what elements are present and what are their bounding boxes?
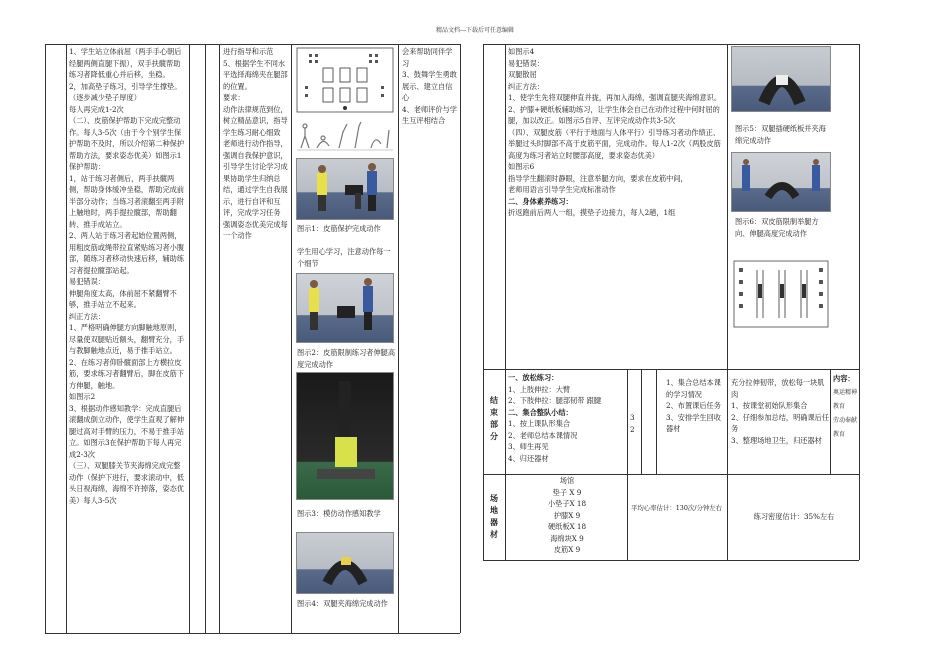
caption-figure-2: 图示2：皮筋限制练习者伸腿高度完成动作 [297,348,396,369]
activity-line: 会来帮助同伴学习 [402,47,453,68]
student-line: 2、仔细参加总结，明确课后任务 [731,412,829,433]
student-line: 充分拉伸韧带，放松每一块肌肉 [731,378,825,399]
content-line: （三）、双腿膝关节夹海绵完成完整动作（保护下进行，要求滚动中，低头日视海绵，海绵不许掉落，姿态优美）每人3-5次 [69,461,185,505]
venue-item: 海绵块X 9 [550,533,584,543]
heart-rate-estimate: 平均心率估计：130次/分钟左右 [631,504,723,512]
content-line: 2、护膝+硬纸板辅助练习，让学生体会自己在动作过程中何时屈的腿，加以改正。如图示5自评、互评完成动作共3-5次 [508,104,720,125]
end-line: 二、集合整队小结： [508,407,573,417]
content-line: 1、严格明确伸腿方向脚触地原则，尽量使双腿贴近额头，翻臂充分，手与教脚触地点近，易于推手站立。 [69,323,185,355]
photo-figure-2 [296,273,394,343]
guidance-line: 动作法律规范到位，树立精品意识，指导学生练习耐心细致 [223,104,288,137]
caption-figure-6: 图示6：双皮筋限制举腿方向、伸腿高度完成动作 [735,217,819,238]
content-line: 2、在练习者仰卧髋面部上方横拉皮筋，要求练习者翻臂后，脚在皮筋下方伸腿，触地。 [69,357,185,390]
activity-line: 4、老师评价与学生互评相结合 [402,104,457,125]
content-note: 劳动奉献教育 [833,417,858,438]
student-line: 1、按课堂初始队形集合 [731,401,808,410]
photo-figure-4 [296,532,394,594]
teaching-content-col [69,46,187,632]
venue-items [508,475,626,559]
end-time [630,412,640,435]
end-line: 2、下肢伸拉：腿部韧带 跟腱 [508,396,602,405]
formation-diagram [295,46,395,114]
content-line: 每人再完成1-2次 [69,104,124,114]
time-value: 2 [630,424,635,434]
guidance-line: 强调姿态优美完成每一个动作 [223,219,288,240]
venue-item: 场馆 [559,476,575,485]
end-line: 1、按上课队形集合 [508,419,571,428]
guidance-line: 老师进行动作指导，强调自我保护意识，引导学生讨论学习成果协助学生归纳总结，通过学生自我展示，进行自评和互评，完成学习任务 [223,139,288,217]
student-line: 3、整理场地卫生，归还器材 [731,435,822,445]
content-line: 双腿散屈 [508,70,537,79]
end-section-content [508,372,626,472]
content-line: 纠正方法： [69,311,105,321]
content-line: 1，站于练习者侧后，两手扶髋两侧，帮助身体缓冲坐稳，帮助完成前半部分动作；当练习者滚翻至两手附上触地时，两手提拉髋部，帮助翻转、推手成站立。 [69,173,185,229]
end-line: 4、归还器材 [508,453,549,463]
content-line: 指导学生翻滚时静眼，注意举腿方向，要求在皮筋中间， [508,173,688,183]
org-line: 3、安排学生回收器材 [666,412,721,433]
content-line: 保护帮助： [69,162,105,171]
venue-item: 垫子 X 9 [552,487,582,497]
content-line: 如图示2 [69,392,96,401]
content-line: 2、两人站于练习者起始位置两侧，用粗皮筋或绳带拉直紧贴练习者小腹部，随练习者移动快速后移，辅助练习者提拉髋部站起。 [69,231,185,275]
venue-item: 皮筋X 9 [553,545,581,554]
content-line: 伸腿角度太高，体前屈不紧翻臂不够，推手站立不起来。 [69,288,177,309]
content-note: 奥运精神教育 [833,389,858,410]
guidance-line: 5、根据学生不同水平选择海绵夹在腿部的位置。 [223,58,288,91]
venue-item: 硬纸板X 18 [547,522,587,531]
content-line: 1、学生站立体前屈（两手手心朝后经腿两侧直腿下振），双手扶髋帮助练习者降低重心并后移，坐稳。 [69,47,182,79]
band-diagram [733,260,829,328]
org-line: 2、布置课后任务 [666,401,721,410]
guidance-line: 进行指导和示范 [223,47,274,56]
content-line: 2，加高垫子练习，引导学生撑垫。（逐步减少垫子厚度） [69,81,182,102]
content-line: 3、根据动作感知教学：完成直腿后滚翻成倒立动作，使学生直观了解伸腿过高对手臂的压力，不易于推手站立。如图示3在保护帮助下每人再完成2-3次 [69,403,185,459]
density-estimate: 练习密度估计：35%左右 [753,512,835,521]
content-line: 如图示4 [508,47,535,56]
end-line: 1、上肢伸拉：大臂 [508,384,571,394]
content-line: （二）、皮筋保护帮助下完成完整动作。每人3-5次（由于今个别学生保护帮助不及时，所以介绍第二种保护帮助方法，要求姿态优美）如图示1 [69,116,185,160]
caption-figure-1: 图示1：皮筋保护完成动作 [297,224,381,233]
time-value: 3 [630,413,635,422]
caption-figure-5: 图示5：双腿插硬纸板并夹海绵完成动作 [735,124,826,145]
content-line: 易犯错误： [69,277,105,286]
photo-figure-3 [296,372,394,500]
right-content-col [508,46,724,368]
content-line: 老师用语言引导学生完成标准动作 [508,185,616,194]
end-content-note [833,372,859,472]
end-line: 一、放松练习： [508,373,559,382]
end-line: 3、师生再见 [508,442,549,451]
content-line: 折返跑前后两人一组，摸垫子边接力，每人2趟，1组 [508,208,676,217]
venue-item: 护膝X 9 [553,510,581,520]
end-section-label: 结束部分 [490,395,498,441]
content-line: 如图示6 [508,162,535,171]
guidance-line: 要求： [223,93,245,102]
org-line: 1、集合总结本课的学习情况 [666,378,721,399]
content-line: 易犯错误： [508,58,544,68]
photo-figure-1 [296,158,394,220]
teacher-guidance-col [223,46,289,346]
section-title: 二、身体素养练习： [508,196,573,206]
content-title: 内容： [833,374,855,383]
caption-figure-4: 图示4：双腿夹海绵完成动作 [297,599,388,608]
content-line: 1、使学生先将双腿伸直并拢，再加入海绵，强调直腿夹海绵意识。 [508,93,722,102]
activity-line: 3、鼓舞学生勇敢展示、建立自信心 [402,70,457,102]
photo-figure-5 [731,46,831,112]
page-header: 精品文档---下载后可任意编辑 [435,27,515,34]
content-line: （四）、双腿皮筋（平行于地面与人体平行）引导练习者动作绩正、举腿过头时脚部不高于皮筋平面，完成动作。每人1-2次（两股皮筋高度为练习者站立时腰部高度，要求姿态优美） [508,127,721,160]
venue-label: 场地器材 [490,493,498,539]
venue-item: 小垫子X 18 [547,499,587,508]
student-activity-col [402,46,458,166]
content-line: 纠正方法： [508,81,544,91]
caption-figure-3: 图示3：模仿动作感知教学 [297,509,381,518]
end-line: 2、老师总结本课情况 [508,430,578,440]
sequence-sketch [295,118,395,154]
student-note: 学生用心学习，注意动作每一个细节 [297,247,391,268]
photo-figure-6 [731,152,831,212]
end-student-activity [731,377,829,473]
end-organization [666,377,726,473]
